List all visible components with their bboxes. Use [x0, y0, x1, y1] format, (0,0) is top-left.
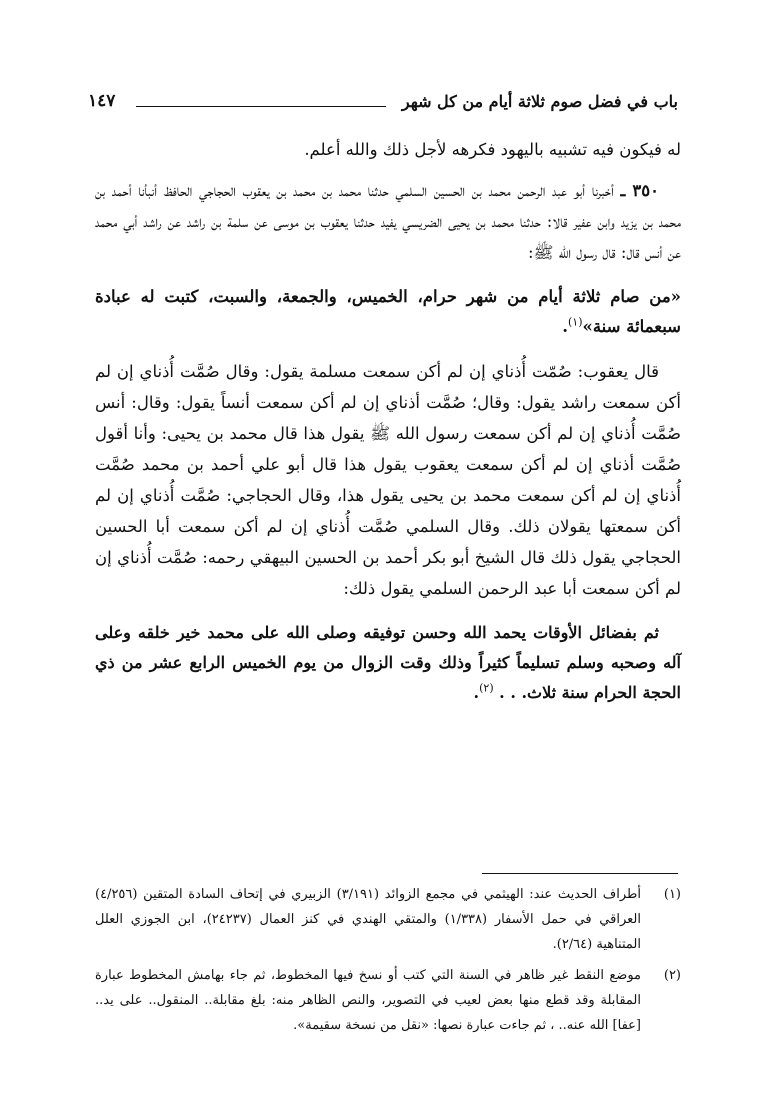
page-number: ١٤٧ — [88, 91, 116, 111]
footnote-number: (١) — [663, 887, 681, 902]
running-header — [88, 92, 678, 116]
colophon-text: ثم بفضائل الأوقات يحمد الله وحسن توفيقه وصلى الله على محمد خير خلقه وعلى آله وصحبه وسلم تسليماً كثيراً وذلك وقت الزوال من يوم الخميس الرابع عشر من ذي الحجة الحرام سنة ثلاث. . . — [95, 623, 681, 702]
header-rule — [136, 106, 386, 107]
footnote-item — [95, 882, 681, 957]
isnad-text: أخبرنا أبو عبد الرحمن محمد بن الحسين السلمي حدثنا محمد بن محمد بن يعقوب الحجاجي الحافظ أنبأنا أحمد بن محمد بن يزيد وابن عفير قالا: حدثنا محمد بن يحيى الضريسي يفيد حدثنا يعقوب بن موسى عن سلمة بن راشد عن راشد أبي محمد عن أنس قال: قال رسول الله ﷺ: — [95, 181, 681, 262]
hadith-text: «من صام ثلاثة أيام من شهر حرام، الخميس، والجمعة، والسبت، كتبت له عبادة سبعمائة سنة»$^{(١)}$. — [95, 287, 681, 336]
footnote-separator — [482, 873, 678, 874]
hadith-number: ٣٥٠ ـ — [620, 181, 659, 200]
narration-paragraph: قال يعقوب: صُمّت أُذناي إن لم أكن سمعت مسلمة يقول: وقال صُمَّت أُذناي إن لم أكن سمعت راشد يقول: وقال؛ صُمَّت أذناي إن لم أكن سمعت أنساً يقول: وقال: أنس صُمَّت أُذناي إن لم أكن سمعت رسول الله ﷺ يقول هذا قال محمد بن يحيى: وأنا أقول صُمَّت أذناي إن لم أكن سمعت يعقوب يقول هذا قال أبو علي أحمد بن محمد صُمَّت أُذناي إن لم أكن سمعت محمد بن يحيى يقول هذا، وقال الحجاجي: صُمَّت أُذناي إن لم أكن سمعتها يقولان ذلك. وقال السلمي صُمَّت أُذناي إن لم أكن سمعت أبا الحسين الحجاجي يقول ذلك قال الشيخ أبو بكر أحمد بن الحسين البيهقي رحمه: صُمَّت أُذناي إن لم أكن سمعت أبا عبد الرحمن السلمي يقول ذلك: — [95, 362, 681, 598]
footnote-text: أطراف الحديث عند: الهيثمي في مجمع الزوائد (٣/١٩١) الزبيري في إتحاف السادة المتقين (٤/٢٥٦) العراقي في حمل الأسفار (١/٣٣٨) والمتقي الهندي في كنز العمال (٢٤٢٣٧)، ابن الجوزي العلل المتناهية (٢/٦٤). — [95, 887, 641, 952]
main-text — [95, 134, 681, 708]
colophon-paragraph: ثم بفضائل الأوقات يحمد الله وحسن توفيقه وصلى الله على محمد خير خلقه وعلى آله وصحبه وسلم تسليماً كثيراً وذلك وقت الزوال من يوم الخميس الرابع عشر من ذي الحجة الحرام سنة ثلاث. . . $^{(٢)}$. — [95, 623, 681, 702]
footnote-ref-2: (٢) — [479, 681, 494, 695]
footnote-item — [95, 963, 681, 1038]
paragraph-continuation: له فيكون فيه تشبيه باليهود فكرهه لأجل ذلك والله أعلم. — [304, 140, 681, 159]
footnotes — [95, 882, 681, 1044]
footnote-ref-1: (١) — [568, 315, 583, 329]
chapter-title: باب في فضل صوم ثلاثة أيام من كل شهر — [401, 92, 678, 111]
footnote-number: (٢) — [663, 968, 681, 983]
hadith-matn: «من صام ثلاثة أيام من شهر حرام، الخميس، والجمعة، والسبت، كتبت له عبادة سبعمائة سنة» — [95, 287, 681, 336]
footnote-text: موضع النقط غير ظاهر في السنة التي كتب أو نسخ فيها المخطوط، ثم جاء بهامش المخطوط عبارة المقابلة وقد قطع منها بعض لعيب في التصوير، والنص الظاهر منه: بلغ مقابلة.. المنقول.. على يد.. [عفا] الله عنه.. ، ثم جاءت عبارة نصها: «نقل من نسخة سقيمة». — [95, 968, 641, 1033]
hadith-chain-paragraph — [95, 175, 681, 268]
